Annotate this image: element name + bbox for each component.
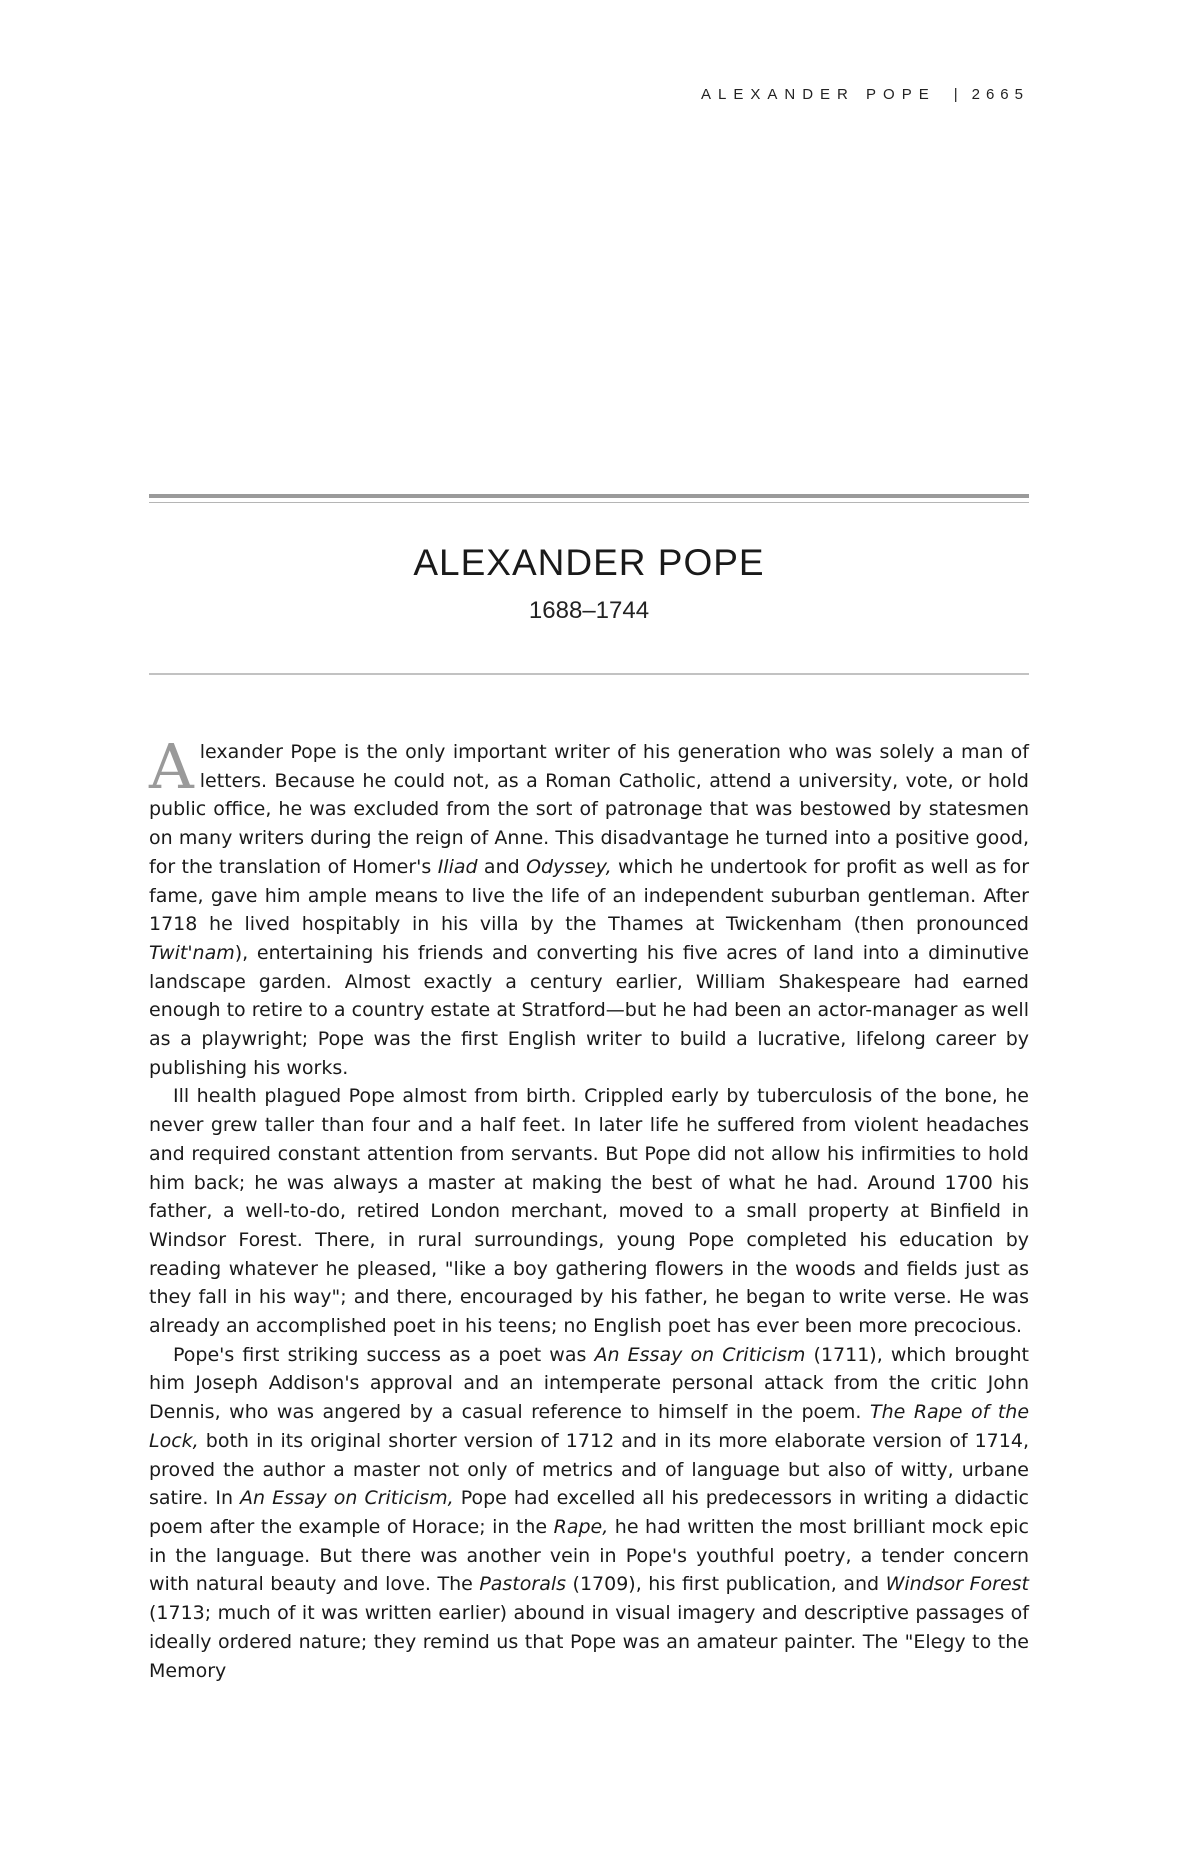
italic-title-run: An Essay on Criticism (594, 1343, 806, 1366)
italic-title-run: Rape, (553, 1515, 609, 1538)
paragraph-1 (149, 730, 1030, 1082)
text-run: Ill health plagued Pope almost from birth. Crippled early by tuberculosis of the bone, he never grew taller than four and a half feet. In later life he suffered from violent headaches and required constant attention from servants. But Pope did not allow his infirmities to hold him back; he was always a master at making the best of what he had. Around 1700 his father, a well-to-do, retired London merchant, moved to a small property at Binfield in Windsor Forest. There, in rural surroundings, young Pope completed his education by reading whatever he pleased, "like a boy gathering flowers in the woods and fields just as they fall in his way"; and there, encouraged by his father, he began to write verse. He was already an accomplished poet in his teens; no English poet has ever been more precocious. (149, 1085, 1029, 1338)
italic-title-run: Windsor Forest (885, 1573, 1029, 1596)
text-run: which he undertook for profit as well as for fame, gave him ample means to live the life of an independent suburban gentleman. After 1718 he lived hospitably in his villa by the Thames at Twickenham (then pronounced (149, 855, 1030, 936)
paragraph-2 (149, 1082, 1029, 1340)
top-double-rule-inner (149, 502, 1029, 503)
text-run: Pope's first striking success as a poet was (173, 1343, 595, 1366)
italic-title-run: An Essay on Criticism, (240, 1487, 454, 1510)
chapter-title: ALEXANDER POPE (413, 542, 765, 583)
italic-title-run: Iliad (437, 855, 478, 878)
running-head (701, 86, 1029, 103)
text-run: (1711), which brought him Joseph Addison's approval and an intemperate personal attack from the critic John Dennis, who was angered by a casual reference to himself in the poem. (149, 1343, 1029, 1424)
italic-title-run: Odyssey, (526, 855, 612, 878)
text-run: he had written the most brilliant mock epic in the language. But there was another vein in Pope's youthful poetry, a tender concern with natural beauty and love. The (149, 1515, 1029, 1596)
text-run: and (477, 855, 527, 878)
top-double-rule (149, 494, 1029, 498)
text-run: ), entertaining his friends and converting his five acres of land into a diminutive landscape garden. Almost exactly a century earlier, William Shakespeare had earned enough to retire to a country estate at Stratford—but he had been an actor-manager as well as a playwright; Pope was the first English writer to build a lucrative, lifelong career by publishing his works. (149, 941, 1029, 1079)
text-run: Pope had excelled all his predecessors in writing a didactic poem after the example of Horace; in the (149, 1487, 1029, 1538)
paragraph-2-text (149, 1085, 1029, 1337)
italic-title-run: Twit'nam (149, 941, 235, 964)
text-run: (1709), his first publication, and (566, 1573, 886, 1596)
paragraph-3 (149, 1341, 1029, 1685)
italic-title-run: Pastorals (479, 1573, 567, 1596)
running-head-separator: | (953, 86, 958, 103)
heading-bottom-rule (149, 673, 1029, 675)
paragraph-1-text (149, 730, 1030, 1079)
page-number: 2665 (971, 86, 1029, 103)
running-head-author: ALEXANDER POPE (701, 86, 936, 103)
paragraph-3-text (149, 1344, 1029, 1682)
drop-cap: A (149, 730, 194, 803)
text-run: (1713; much of it was written earlier) abound in visual imagery and descriptive passages of ideally ordered nature; they remind us that Pope was an amateur painter. The "Elegy to the Memory (149, 1602, 1029, 1682)
body-text (149, 730, 1030, 1685)
italic-title-run: The Rape of the Lock, (149, 1401, 1030, 1452)
chapter-heading (149, 540, 1029, 626)
text-run: both in its original shorter version of 1712 and in its more elaborate version of 1714, proved the author a master not only of metrics and of language but also of witty, urbane satire. In (149, 1429, 1029, 1510)
text-run: lexander Pope is the only important writer of his generation who was solely a man of letters. Because he could not, as a Roman Catholic, attend a university, vote, or hold public office, he was excluded from the sort of patronage that was bestowed by statesmen on many writers during the reign of Anne. This disadvantage he turned into a positive good, for the translation of Homer's (149, 741, 1029, 878)
author-dates: 1688–1744 (528, 597, 650, 624)
